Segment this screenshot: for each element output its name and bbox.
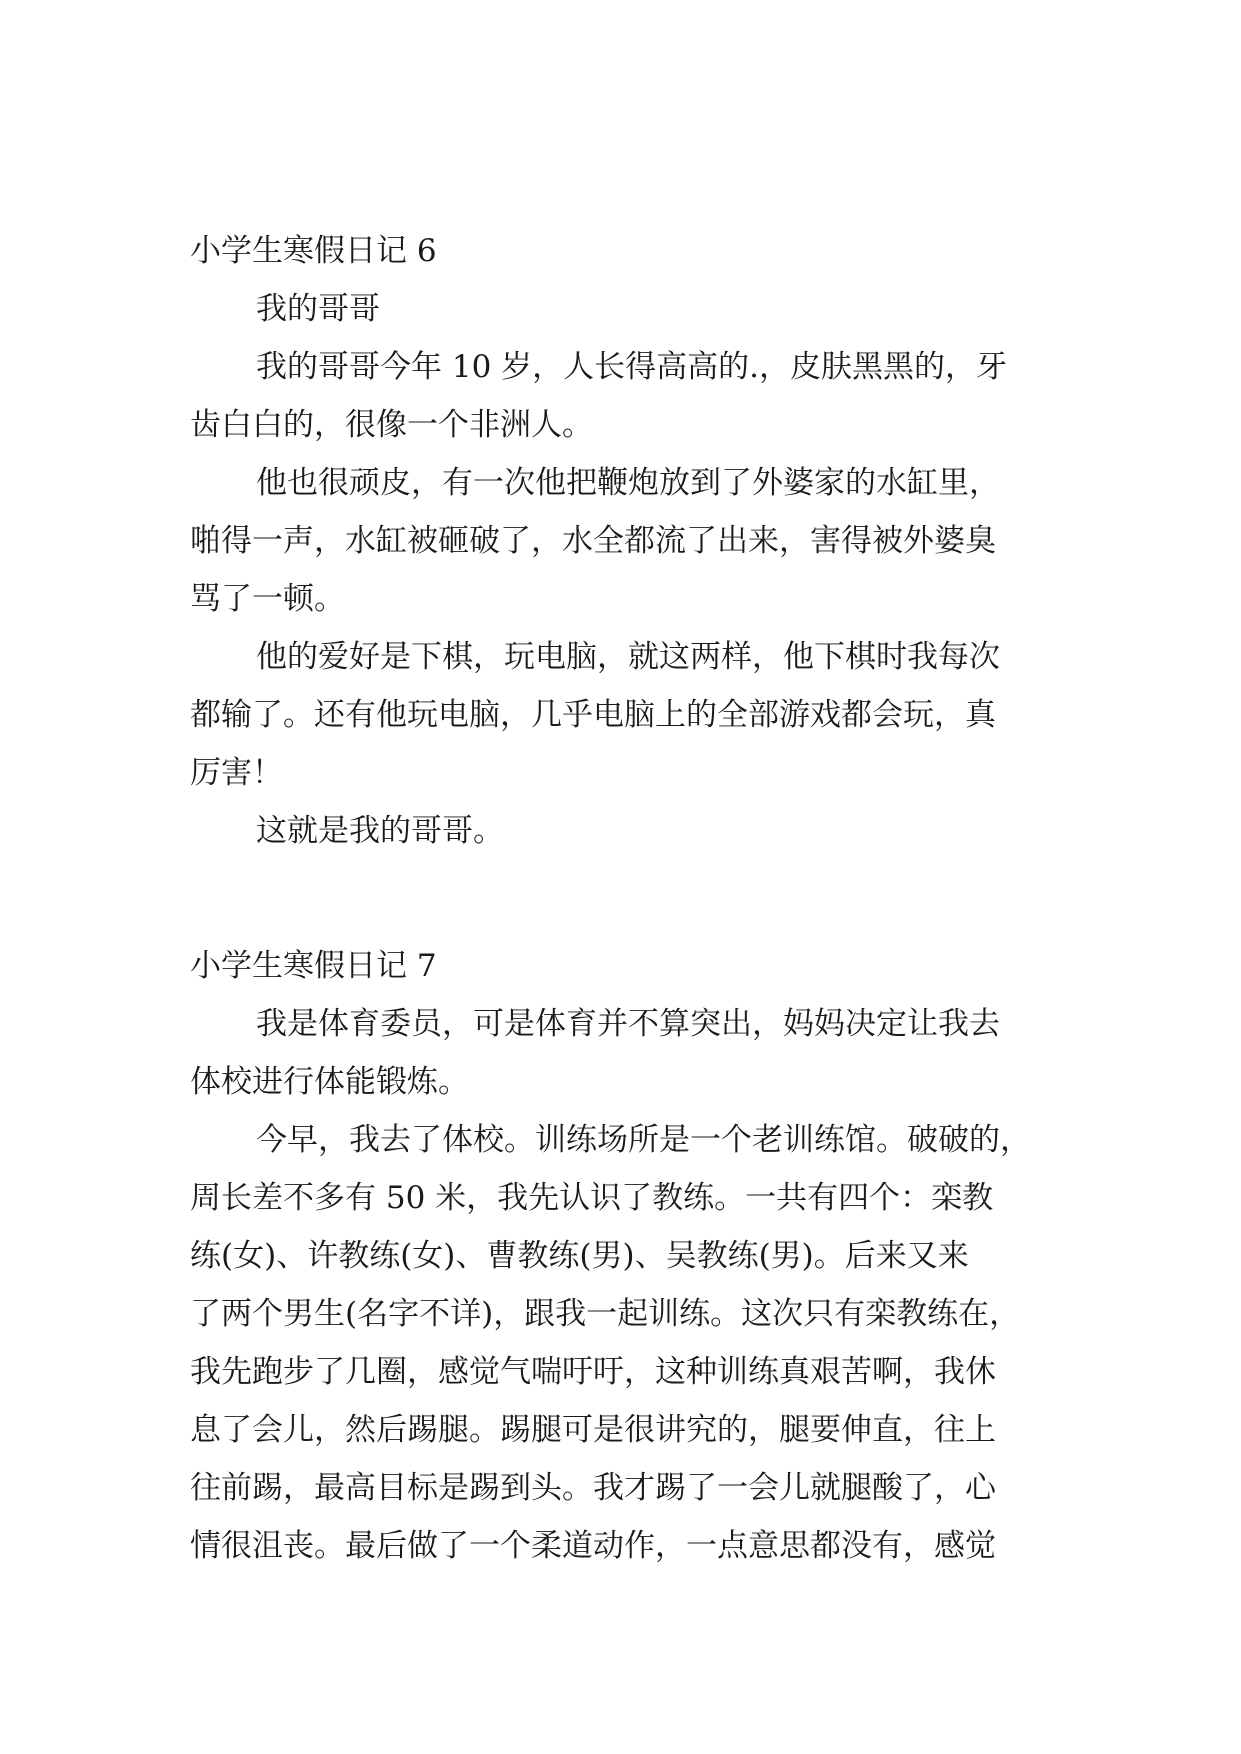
diary-6-title: 小学生寒假日记 6 <box>190 233 437 269</box>
diary-6-line-10: 这就是我的哥哥。 <box>256 813 504 849</box>
diary-7-line-9: 往前踢，最高目标是踢到头。我才踢了一会儿就腿酸了，心 <box>190 1470 996 1506</box>
diary-7-line-10: 情很沮丧。最后做了一个柔道动作，一点意思都没有，感觉 <box>190 1528 996 1564</box>
diary-6-line-1: 我的哥哥 <box>256 291 380 327</box>
diary-6-line-5: 啪得一声，水缸被砸破了，水全都流了出来，害得被外婆臭 <box>190 523 996 559</box>
diary-7-line-4: 周长差不多有 50 米，我先认识了教练。一共有四个：栾教 <box>190 1180 994 1216</box>
diary-7-line-1: 我是体育委员，可是体育并不算突出，妈妈决定让我去 <box>256 1006 1000 1042</box>
diary-7-line-2: 体校进行体能锻炼。 <box>190 1064 469 1100</box>
diary-7-line-5: 练(女)、许教练(女)、曹教练(男)、吴教练(男)。后来又来 <box>190 1238 969 1274</box>
diary-6-line-8: 都输了。还有他玩电脑，几乎电脑上的全部游戏都会玩，真 <box>190 697 996 733</box>
diary-6-line-6: 骂了一顿。 <box>190 581 345 617</box>
diary-6-line-4: 他也很顽皮，有一次他把鞭炮放到了外婆家的水缸里， <box>256 465 1000 501</box>
diary-7-line-8: 息了会儿，然后踢腿。踢腿可是很讲究的，腿要伸直，往上 <box>190 1412 996 1448</box>
section-spacer <box>190 860 1060 937</box>
diary-6-line-9: 厉害！ <box>190 755 283 791</box>
diary-6-line-3: 齿白白的，很像一个非洲人。 <box>190 407 593 443</box>
diary-6-line-2: 我的哥哥今年 10 岁，人长得高高的.，皮肤黑黑的，牙 <box>256 349 1008 385</box>
document-page <box>190 222 1060 1575</box>
diary-7-line-6: 了两个男生(名字不详)，跟我一起训练。这次只有栾教练在， <box>190 1296 1021 1332</box>
diary-7-line-3: 今早，我去了体校。训练场所是一个老训练馆。破破的， <box>256 1122 1031 1158</box>
diary-7-title: 小学生寒假日记 7 <box>190 948 437 984</box>
diary-6-line-7: 他的爱好是下棋，玩电脑，就这两样，他下棋时我每次 <box>256 639 1000 675</box>
diary-7-line-7: 我先跑步了几圈，感觉气喘吁吁，这种训练真艰苦啊，我休 <box>190 1354 996 1390</box>
